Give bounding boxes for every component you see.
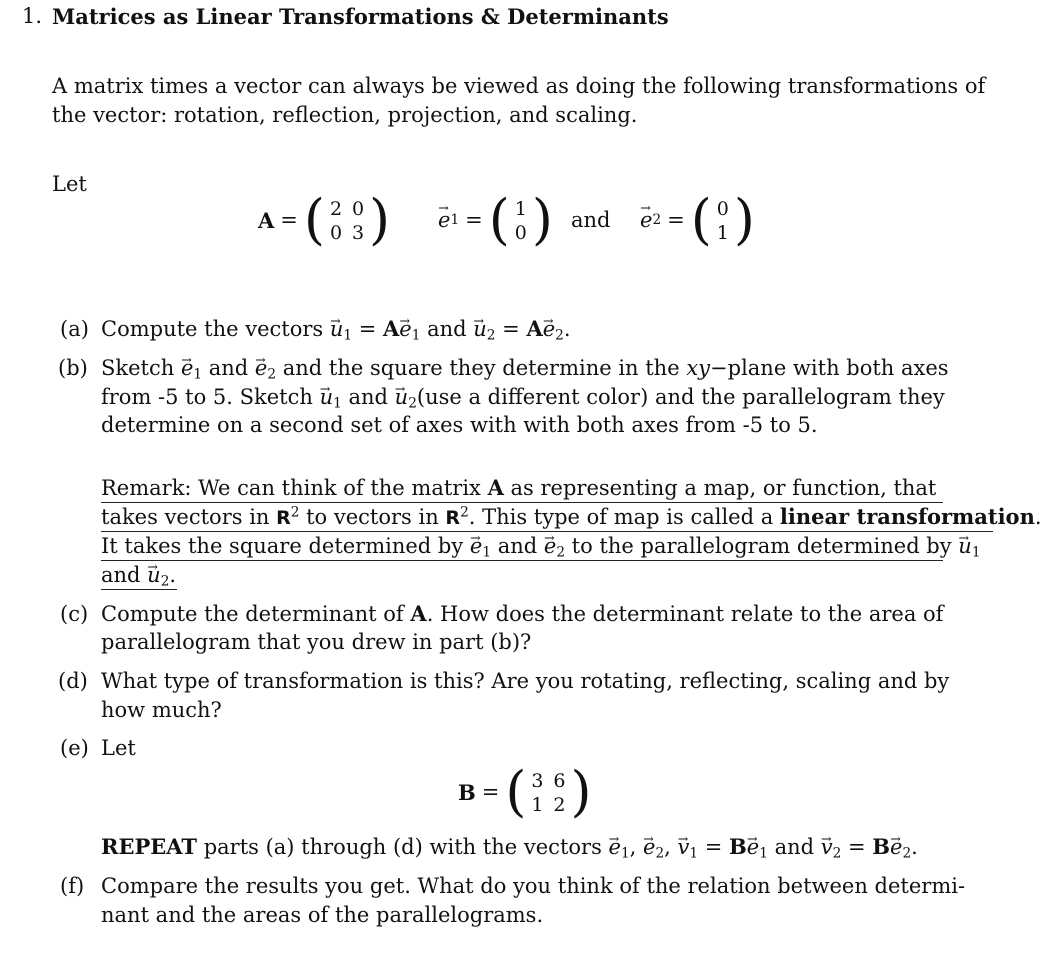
intro-line-2: the vector: rotation, reflection, projection, and scaling. (52, 103, 638, 127)
part-b-line-2: from -5 to 5. Sketch → $u_1$ and → $u_2(use$ a different color) and the parallelogram they (101, 383, 945, 411)
part-f-line-1: Compare the results you get. What do you think of the relation between determi- (101, 874, 966, 898)
matrix-B-definition: B = ( 3 6 1 2 ) (458, 760, 592, 823)
vector-e1-definition: → e 1 = ( 1 0 ) (438, 190, 553, 250)
let-label: Let (52, 172, 87, 196)
problem-number: 1. (22, 4, 43, 28)
problem-title: Matrices as Linear Transformations & Determinants (52, 4, 669, 29)
part-d-line-2: how much? (101, 698, 222, 722)
part-c-line-1: Compute the determinant of A. How does the determinant relate to the area of (101, 601, 944, 626)
remark-line-1: Remark: We can think of the matrix A as representing a map, or function, that (101, 475, 937, 500)
matrix-A-entries: 2 0 0 3 (329, 198, 365, 244)
part-f-label: (f) (60, 874, 85, 898)
part-e-repeat-line: REPEAT parts (a) through (d) with the vectors → $e_1$, → $e_2$, → $v_1 = B\to e_1$ and → $v_2 = B\to e_2$. (101, 833, 918, 861)
matrix-B-symbol: B (458, 779, 476, 805)
remark-underline-4 (101, 589, 177, 590)
part-c-line-2: parallelogram that you drew in part (b)? (101, 630, 532, 654)
remark-line-2: takes vectors in $R^2$ to vectors in $R^2$. This type of map is called a linear transformation. (101, 504, 1042, 529)
and-word: and (571, 208, 611, 232)
remark-underline-3 (101, 560, 943, 561)
part-d-label: (d) (58, 669, 88, 693)
part-b-line-1: Sketch → $e_1$ and → $e_2$ and the square they determine in the xy−plane with both axes (101, 354, 949, 382)
part-e-let: Let (101, 736, 136, 760)
part-e-label: (e) (60, 736, 89, 760)
intro-line-1: A matrix times a vector can always be viewed as doing the following transformations of (52, 74, 986, 98)
vector-e2-definition: → e 2 = ( 0 1 ) (640, 190, 755, 250)
part-a-label: (a) (60, 317, 89, 341)
remark-line-4: and → $u_2$. (101, 561, 176, 589)
part-c-label: (c) (60, 602, 89, 626)
part-d-line-1: What type of transformation is this? Are you rotating, reflecting, scaling and by (101, 669, 950, 693)
part-b-line-3: determine on a second set of axes with with both axes from -5 to 5. (101, 413, 818, 437)
part-f-line-2: nant and the areas of the parallelograms. (101, 903, 544, 927)
matrix-A-symbol: A (258, 207, 275, 233)
remark-line-3: It takes the square determined by → $e_1$ and → $e_2$ to the parallelogram determined by → $u_1$ (101, 532, 981, 560)
matrix-A-definition: A = ( 2 0 0 3 ) (258, 188, 391, 251)
part-b-label: (b) (58, 356, 88, 380)
matrix-B-entries: 3 6 1 2 (531, 770, 566, 816)
part-a-text: Compute the vectors → $u_1 = A\to e_1$ and → $u_2 = A\to e_2$. (101, 315, 571, 343)
